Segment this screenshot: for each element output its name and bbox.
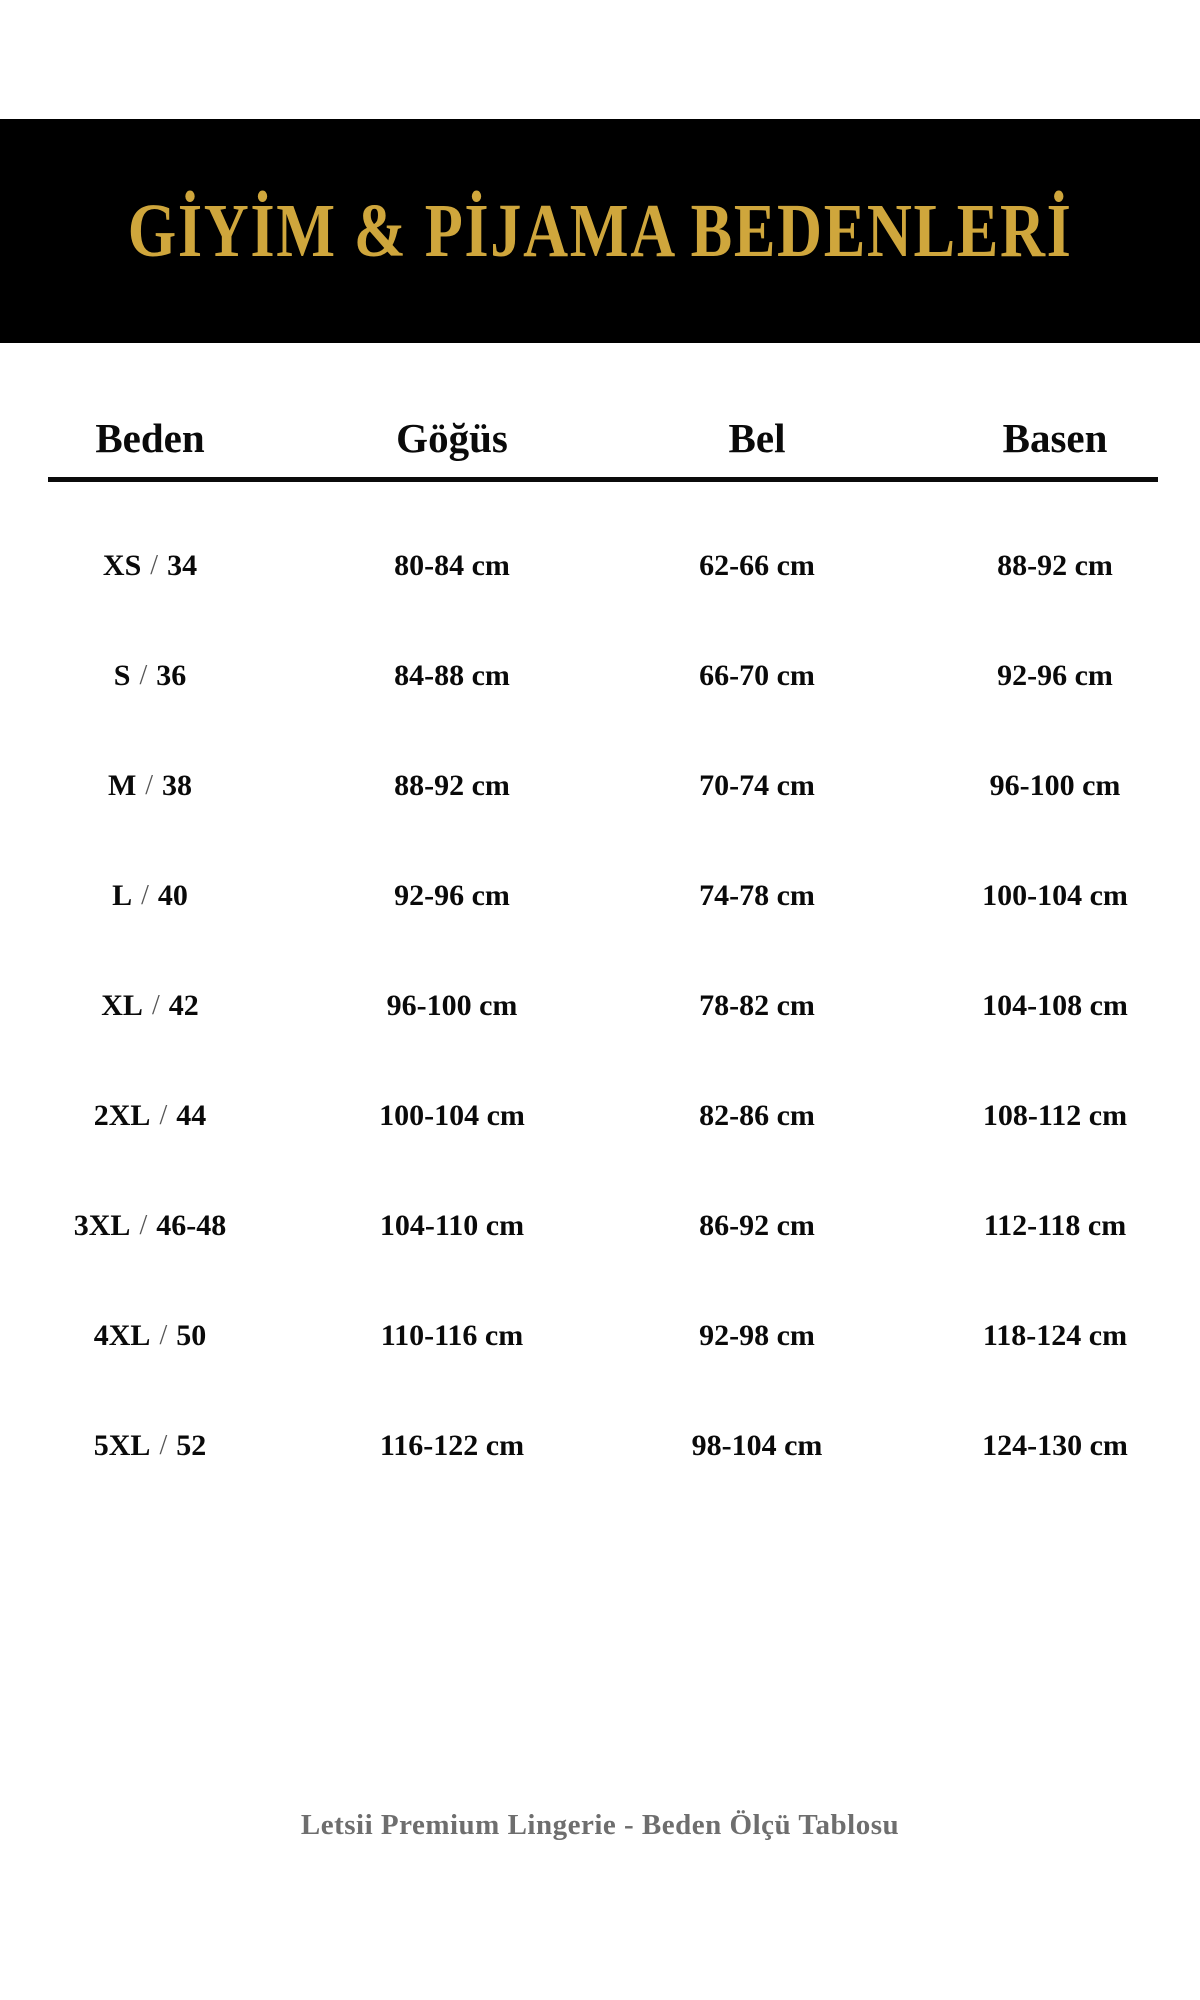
table-row (0, 1160, 1200, 1270)
column-header-bel: Bel (728, 415, 786, 461)
size-separator: / (139, 1210, 148, 1241)
bel-value: 62-66 cm (699, 549, 815, 582)
size-separator: / (141, 880, 149, 911)
bel-value: 70-74 cm (699, 769, 815, 802)
table-row (0, 1270, 1200, 1380)
size-label: XS / 34 (102, 549, 198, 582)
size-separator: / (150, 550, 159, 581)
bel-value: 82-86 cm (699, 1099, 815, 1132)
size-label: S / 36 (113, 659, 187, 692)
size-table-body (0, 500, 1200, 1490)
table-row (0, 500, 1200, 610)
table-row (0, 830, 1200, 940)
table-row (0, 610, 1200, 720)
gogus-value: 92-96 cm (394, 879, 510, 912)
basen-value: 124-130 cm (982, 1429, 1128, 1462)
basen-value: 100-104 cm (982, 879, 1128, 912)
size-label: 3XL / 46-48 (73, 1209, 227, 1242)
size-label: 4XL / 50 (93, 1319, 207, 1352)
gogus-value: 116-122 cm (379, 1429, 525, 1462)
bel-value: 78-82 cm (699, 989, 815, 1022)
gogus-value: 96-100 cm (386, 989, 518, 1022)
basen-value: 112-118 cm (983, 1209, 1127, 1242)
header-divider (48, 477, 1158, 482)
basen-value: 108-112 cm (982, 1099, 1128, 1132)
basen-value: 96-100 cm (989, 769, 1121, 802)
footer-caption: Letsii Premium Lingerie - Beden Ölçü Tablosu (300, 1808, 900, 1841)
table-row (0, 1380, 1200, 1490)
size-separator: / (159, 1100, 168, 1131)
size-separator: / (159, 1320, 168, 1351)
table-header-row (0, 406, 1200, 470)
bel-value: 92-98 cm (699, 1319, 815, 1352)
basen-value: 92-96 cm (997, 659, 1113, 692)
size-label: L / 40 (112, 879, 188, 912)
gogus-value: 104-110 cm (379, 1209, 525, 1242)
table-row (0, 940, 1200, 1050)
size-label: XL / 42 (101, 989, 199, 1022)
title-banner (0, 119, 1200, 343)
basen-value: 88-92 cm (997, 549, 1113, 582)
size-separator: / (145, 770, 154, 801)
column-header-beden: Beden (95, 415, 205, 461)
table-row (0, 1050, 1200, 1160)
size-separator: / (151, 990, 160, 1021)
size-label: 2XL / 44 (93, 1099, 207, 1132)
size-label: M / 38 (107, 769, 193, 802)
gogus-value: 80-84 cm (394, 549, 510, 582)
bel-value: 98-104 cm (691, 1429, 823, 1462)
bel-value: 86-92 cm (699, 1209, 815, 1242)
size-label: 5XL / 52 (93, 1429, 207, 1462)
size-separator: / (159, 1430, 168, 1461)
column-header-basen: Basen (1002, 415, 1108, 461)
basen-value: 104-108 cm (982, 989, 1128, 1022)
gogus-value: 100-104 cm (379, 1099, 525, 1132)
table-row (0, 720, 1200, 830)
page-title: GİYİM & PİJAMA BEDENLERİ (127, 188, 1073, 273)
basen-value: 118-124 cm (982, 1319, 1128, 1352)
bel-value: 66-70 cm (699, 659, 815, 692)
size-separator: / (139, 660, 148, 691)
gogus-value: 84-88 cm (394, 659, 510, 692)
gogus-value: 110-116 cm (380, 1319, 524, 1352)
gogus-value: 88-92 cm (394, 769, 510, 802)
column-header-gogus: Göğüs (396, 415, 508, 461)
bel-value: 74-78 cm (699, 879, 815, 912)
